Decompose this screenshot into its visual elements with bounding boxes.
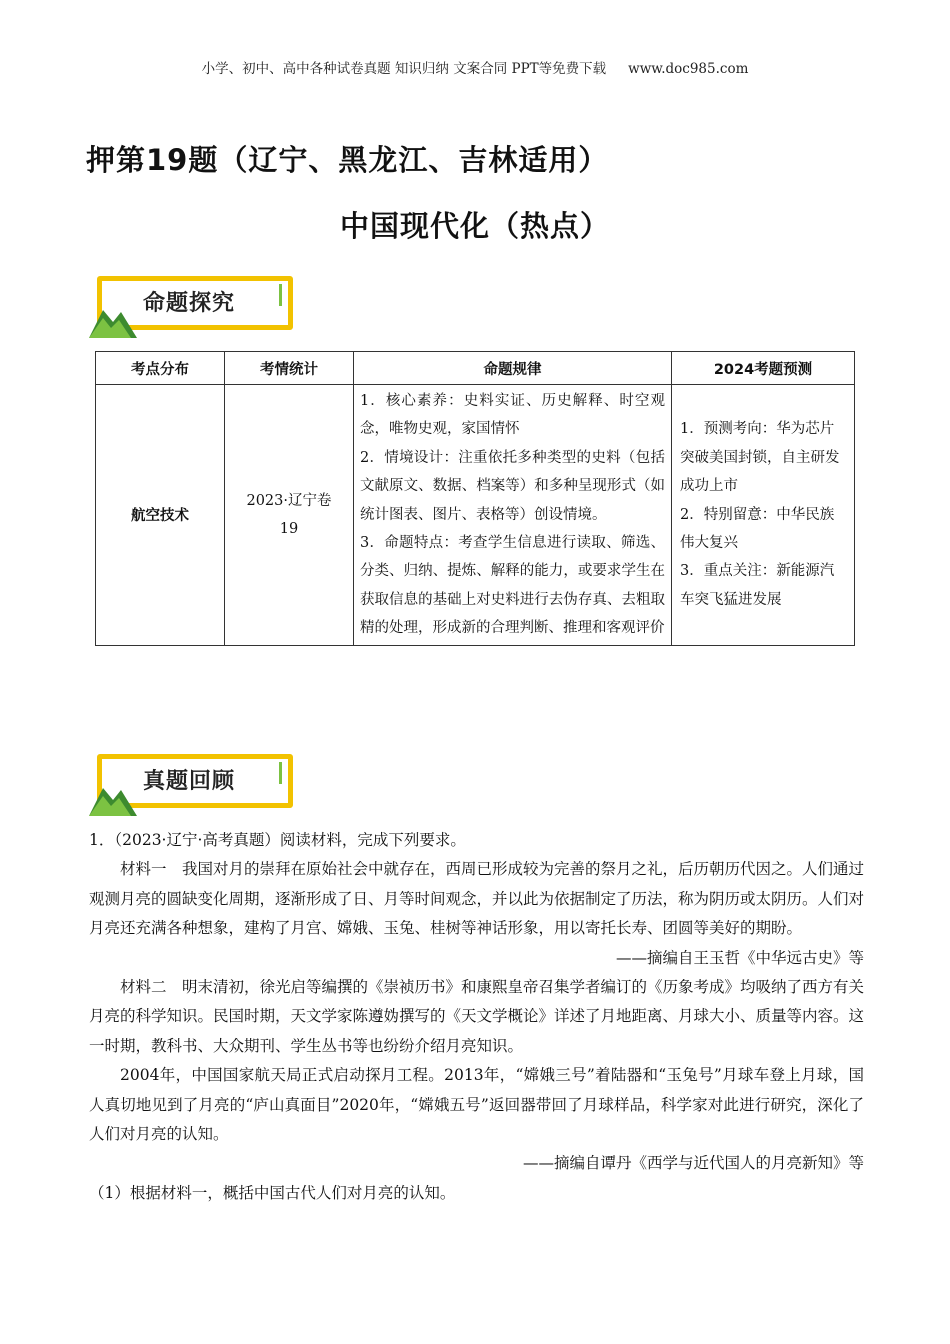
sub-question-1: （1）根据材料一，概括中国古代人们对月亮的认知。	[89, 1183, 456, 1202]
question-stem: 1．（2023·辽宁·高考真题）阅读材料，完成下列要求。	[89, 831, 466, 849]
page-subtitle: 中国现代化（热点）	[339, 209, 610, 243]
rules-cell	[354, 385, 672, 646]
material-one-source: ——摘编自王玉哲《中华远古史》等	[615, 948, 864, 967]
page-title: 押第19题（辽宁、黑龙江、吉林适用）	[86, 143, 609, 177]
material-two-source: ——摘编自谭丹《西学与近代国人的月亮新知》等	[522, 1154, 864, 1173]
table-header: 考点分布	[96, 352, 225, 385]
badge-accent-bar	[279, 284, 282, 306]
exam-analysis-table	[95, 351, 855, 646]
topic-cell: 航空技术	[96, 385, 225, 646]
section-title-explore: 命题探究	[143, 291, 236, 316]
rule-item: 2．情境设计：注重依托多种类型的史料（包括文献原文、数据、档案等）和多种呈现形式（如统计图表、图片、表格等）创设情境。	[360, 449, 665, 523]
rule-item: 1．核心素养：史料实证、历史解释、时空观念，唯物史观，家国情怀	[360, 393, 665, 438]
prediction-item: 2．特别留意：中华民族伟大复兴	[680, 506, 835, 552]
badge-accent-bar	[279, 762, 282, 784]
section-badge-review	[89, 752, 299, 818]
prediction-cell	[672, 385, 855, 646]
prediction-item: 3．重点关注：新能源汽车突飞猛进发展	[680, 563, 835, 608]
material-one: 材料一 我国对月的崇拜在原始社会中就存在，西周已形成较为完善的祭月之礼，后历朝历代因之。人们通过观测月亮的圆缺变化周期，逐渐形成了日、月等时间观念，并以此为依据制定了历法，称为阴历或太阴历。人们对月亮还充满各种想象，建构了月宫、嫦娥、玉兔、桂树等神话形象，用以寄托长寿、团圆等美好的期盼。	[89, 860, 865, 938]
table-header: 命题规律	[354, 352, 672, 385]
table-header-row	[96, 352, 855, 385]
stats-line: 19	[279, 520, 299, 537]
question-block	[89, 826, 864, 1208]
mountain-icon	[89, 296, 139, 338]
page-header	[0, 57, 950, 77]
rule-item: 3．命题特点：考查学生信息进行读取、筛选、分类、归纳、提炼、解释的能力，或要求学生在获取信息的基础上对史料进行去伪存真、去粗取精的处理，形成新的合理判断、推理和客观评价	[360, 535, 665, 637]
material-two-continued: 2004年，中国国家航天局正式启动探月工程。2013年，“嫦娥三号”着陆器和“玉兔号”月球车登上月球，国人真切地见到了月亮的“庐山真面目”2020年，“嫦娥五号”返回器带回了月球样品，科学家对此进行研究，深化了人们对月亮的认知。	[89, 1066, 864, 1144]
header-text: 小学、初中、高中各种试卷真题 知识归纳 文案合同 PPT等免费下载	[201, 61, 607, 77]
table-header: 2024考题预测	[672, 352, 855, 385]
section-badge-explore	[89, 274, 299, 340]
section-title-review: 真题回顾	[143, 769, 236, 794]
mountain-icon	[89, 774, 139, 816]
table-row	[96, 385, 855, 646]
stats-line: 2023·辽宁卷	[246, 492, 332, 509]
stats-cell	[225, 385, 354, 646]
table-header: 考情统计	[225, 352, 354, 385]
header-url[interactable]: www.doc985.com	[628, 61, 749, 77]
material-two: 材料二 明末清初，徐光启等编撰的《崇祯历书》和康熙皇帝召集学者编订的《历象考成》均吸纳了西方有关月亮的科学知识。民国时期，天文学家陈遵妫撰写的《天文学概论》详述了月地距离、月球大小、质量等内容。这一时期，教科书、大众期刊、学生丛书等也纷纷介绍月亮知识。	[89, 978, 865, 1055]
prediction-item: 1．预测考向：华为芯片突破美国封锁，自主研发成功上市	[680, 421, 840, 495]
